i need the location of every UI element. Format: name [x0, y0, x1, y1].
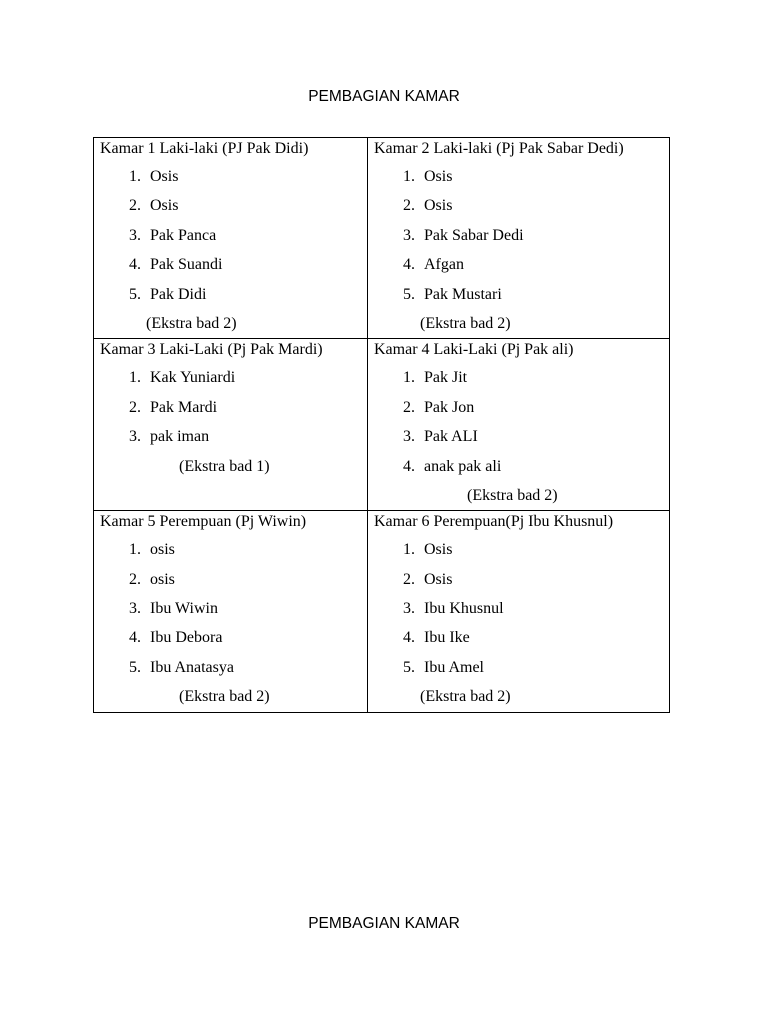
list-item: 4. Afgan: [403, 256, 464, 274]
room-cell-1: [94, 138, 368, 339]
list-item: 5. Ibu Amel: [403, 658, 484, 676]
list-item: 1. Osis: [403, 541, 453, 559]
list-item: 1. Kak Yuniardi: [129, 369, 236, 387]
extra-bed-note: (Ekstra bad 2): [179, 688, 270, 706]
room-cell-6: [368, 511, 670, 712]
extra-bed-note: (Ekstra bad 2): [467, 486, 558, 504]
list-item: 1. Osis: [129, 168, 179, 185]
list-item: 2. Osis: [403, 197, 453, 215]
table-row: [94, 511, 670, 712]
table-row: [94, 339, 670, 511]
list-item: 5. Pak Mustari: [403, 285, 502, 303]
room-cell-2: [368, 138, 670, 339]
list-item: 3. Pak Sabar Dedi: [403, 226, 524, 244]
extra-bed-note: (Ekstra bad 1): [179, 457, 270, 475]
room-table: [93, 137, 670, 713]
extra-bed-note: (Ekstra bad 2): [146, 314, 237, 332]
room-cell-5: [94, 511, 368, 712]
page-title: PEMBAGIAN KAMAR: [308, 88, 460, 105]
room-cell-4: [368, 339, 670, 511]
room-title: Kamar 6 Perempuan(Pj Ibu Khusnul): [374, 513, 614, 531]
extra-bed-note: (Ekstra bad 2): [420, 314, 511, 332]
extra-bed-note: (Ekstra bad 2): [420, 688, 511, 706]
list-item: 3. Ibu Wiwin: [129, 600, 218, 618]
list-item: 2. osis: [129, 570, 175, 588]
list-item: 2. Pak Mardi: [129, 398, 218, 416]
room-title: Kamar 5 Perempuan (Pj Wiwin): [100, 513, 307, 531]
list-item: 3. Ibu Khusnul: [403, 600, 504, 618]
list-item: 5. Ibu Anatasya: [129, 658, 234, 676]
list-item: 1. Pak Jit: [403, 369, 468, 387]
list-item: 2. Pak Jon: [403, 398, 475, 416]
list-item: 5. Pak Didi: [129, 285, 207, 303]
table-row: [94, 138, 670, 339]
room-cell-3: [94, 339, 368, 511]
list-item: 1. osis: [129, 541, 175, 559]
list-item: 2. Osis: [403, 570, 453, 588]
room-title: Kamar 4 Laki-Laki (Pj Pak ali): [374, 341, 574, 359]
room-title: Kamar 3 Laki-Laki (Pj Pak Mardi): [100, 341, 323, 359]
list-item: 3. Pak Panca: [129, 226, 217, 244]
list-item: 4. Ibu Debora: [129, 629, 223, 647]
list-item: 4. Ibu Ike: [403, 629, 470, 647]
room-title: Kamar 2 Laki-laki (Pj Pak Sabar Dedi): [374, 140, 624, 157]
list-item: 4. anak pak ali: [403, 457, 502, 475]
page-title-next: PEMBAGIAN KAMAR: [308, 915, 460, 932]
list-item: 4. Pak Suandi: [129, 256, 223, 274]
list-item: 3. pak iman: [129, 428, 210, 446]
list-item: 2. Osis: [129, 197, 179, 215]
list-item: 3. Pak ALI: [403, 428, 478, 446]
room-title: Kamar 1 Laki-laki (PJ Pak Didi): [100, 140, 309, 157]
list-item: 1. Osis: [403, 168, 453, 185]
